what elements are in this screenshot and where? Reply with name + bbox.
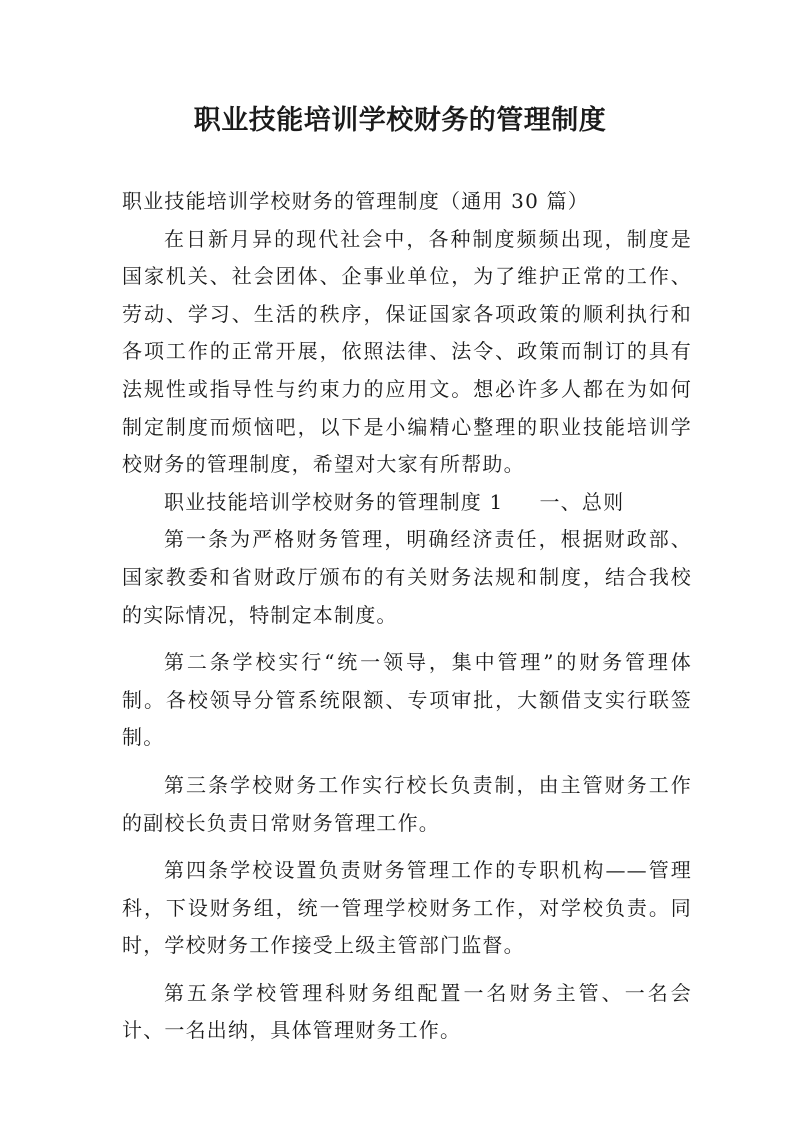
- document-body: [122, 183, 692, 1050]
- intro-paragraph: 在日新月异的现代社会中，各种制度频频出现，制度是国家机关、社会团体、企事业单位，为了维护正常的工作、劳动、学习、生活的秩序，保证国家各项政策的顺利执行和各项工作的正常开展，依照法律、法令、政策而制订的具有法规性或指导性与约束力的应用文。想必许多人都在为如何制定制度而烦恼吧，以下是小编精心整理的职业技能培训学校财务的管理制度，希望对大家有所帮助。: [122, 226, 692, 477]
- article-paragraph: 第一条为严格财务管理，明确经济责任，根据财政部、国家教委和省财政厅颁布的有关财务法规和制度，结合我校的实际情况，特制定本制度。: [122, 527, 692, 627]
- section-heading: 一、总则: [539, 489, 625, 514]
- section-title: 职业技能培训学校财务的管理制度 1: [164, 489, 504, 514]
- document-subtitle: 职业技能培训学校财务的管理制度（通用 30 篇）: [122, 189, 589, 213]
- article-paragraph: 第四条学校设置负责财务管理工作的专职机构——管理科，下设财务组，统一管理学校财务工作，对学校负责。同时，学校财务工作接受上级主管部门监督。: [122, 858, 692, 958]
- article-paragraph: 第五条学校管理科财务组配置一名财务主管、一名会计、一名出纳，具体管理财务工作。: [122, 980, 692, 1043]
- article-paragraph: 第三条学校财务工作实行校长负责制，由主管财务工作的副校长负责日常财务管理工作。: [122, 772, 692, 835]
- document-title: 职业技能培训学校财务的管理制度: [193, 105, 607, 136]
- article-paragraph: 第二条学校实行“统一领导，集中管理”的财务管理体制。各校领导分管系统限额、专项审批，大额借支实行联签制。: [122, 650, 692, 750]
- section-heading-line: [122, 484, 692, 522]
